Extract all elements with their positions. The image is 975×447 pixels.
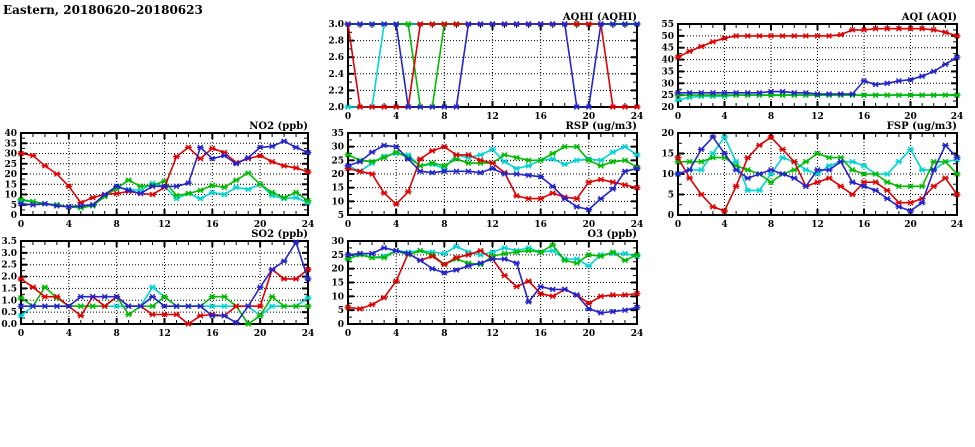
y-tick-label: 15 [331, 183, 344, 194]
x-tick-label: 8 [441, 112, 448, 122]
chart-no2-canvas [0, 117, 322, 233]
x-tick-label: 0 [674, 112, 682, 122]
y-tick-label: 5 [667, 190, 674, 201]
x-tick-label: 20 [582, 112, 596, 122]
x-tick-label: 12 [158, 220, 171, 230]
y-tick-label: 2.0 [1, 272, 17, 283]
y-tick-label: 10 [331, 292, 344, 303]
chart-aqhi-canvas [303, 8, 651, 125]
x-tick-label: 12 [158, 329, 171, 339]
y-tick-label: 3.0 [328, 20, 344, 30]
x-tick-label: 0 [674, 220, 682, 230]
y-tick-label: 10 [331, 197, 344, 208]
x-tick-label: 4 [65, 220, 72, 230]
x-tick-label: 8 [113, 329, 120, 339]
y-tick-label: 0 [337, 320, 344, 330]
x-tick-label: 0 [344, 112, 352, 122]
x-tick-label: 24 [950, 220, 964, 230]
y-tick-label: 25 [4, 159, 17, 170]
y-tick-label: 20 [331, 170, 344, 180]
x-tick-label: 24 [630, 112, 644, 122]
y-tick-label: 25 [331, 156, 344, 167]
x-tick-label: 24 [630, 329, 644, 339]
y-tick-label: 2.5 [1, 260, 17, 271]
chart-o3 [303, 225, 651, 342]
y-tick-label: 15 [661, 149, 674, 160]
x-tick-label: 12 [811, 220, 824, 230]
x-tick-label: 20 [904, 112, 917, 122]
chart-so2 [0, 225, 322, 342]
x-tick-label: 8 [441, 220, 448, 230]
x-tick-label: 8 [441, 329, 448, 339]
chart-fsp [630, 117, 971, 233]
chart-title: SO2 (ppb) [251, 229, 308, 240]
y-tick-label: 2.4 [328, 69, 344, 80]
x-tick-label: 24 [301, 220, 315, 230]
y-tick-label: 2.6 [328, 53, 344, 64]
x-tick-label: 16 [857, 220, 871, 230]
y-tick-label: 1.5 [1, 284, 17, 295]
x-tick-label: 12 [486, 112, 499, 122]
x-tick-label: 4 [721, 112, 728, 122]
y-tick-label: 35 [661, 67, 674, 78]
y-tick-label: 10 [661, 170, 674, 180]
y-tick-label: 35 [4, 139, 17, 150]
x-tick-label: 20 [904, 220, 917, 230]
y-tick-label: 1.0 [1, 296, 17, 307]
x-tick-label: 16 [534, 220, 547, 230]
gridlines [21, 133, 308, 215]
chart-aqi-canvas [630, 8, 971, 125]
y-tick-label: 20 [331, 264, 344, 275]
chart-rsp-canvas [303, 117, 651, 233]
y-tick-label: 55 [661, 20, 674, 30]
gridlines [348, 24, 637, 107]
y-tick-label: 20 [661, 129, 674, 139]
y-tick-label: 30 [331, 142, 344, 153]
x-tick-label: 20 [253, 220, 267, 230]
y-tick-label: 5 [337, 306, 344, 317]
y-tick-label: 15 [331, 278, 344, 289]
page-title: Eastern, 20180620–20180623 [3, 3, 203, 17]
x-tick-label: 4 [721, 220, 728, 230]
chart-o3-canvas [303, 225, 651, 342]
chart-title: FSP (ug/m3) [886, 121, 957, 132]
x-tick-label: 24 [301, 329, 315, 339]
chart-no2 [0, 117, 322, 233]
chart-rsp [303, 117, 651, 233]
x-tick-label: 12 [486, 220, 499, 230]
chart-title: NO2 (ppb) [249, 121, 308, 132]
y-tick-label: 45 [661, 43, 674, 54]
y-tick-label: 0 [10, 211, 17, 221]
chart-aqi [630, 8, 971, 125]
x-tick-label: 4 [393, 112, 400, 122]
gridlines [348, 133, 637, 215]
x-tick-label: 16 [534, 329, 547, 339]
chart-title: AQHI (AQHI) [562, 12, 637, 23]
y-tick-label: 25 [331, 250, 344, 261]
chart-so2-canvas [0, 225, 322, 342]
y-tick-label: 0 [667, 211, 674, 221]
y-tick-label: 30 [4, 149, 17, 160]
x-tick-label: 24 [950, 112, 964, 122]
x-tick-label: 16 [206, 329, 219, 339]
chart-title: AQI (AQI) [901, 12, 957, 23]
y-tick-label: 30 [661, 79, 674, 90]
x-tick-label: 20 [253, 329, 267, 339]
y-tick-label: 2.0 [328, 103, 344, 113]
y-tick-label: 5 [337, 211, 344, 221]
y-tick-label: 35 [331, 129, 344, 139]
x-tick-label: 20 [582, 329, 596, 339]
chart-aqhi [303, 8, 651, 125]
y-tick-label: 2.2 [328, 86, 344, 97]
x-tick-label: 4 [65, 329, 72, 339]
chart-title: O3 (ppb) [587, 229, 637, 240]
x-tick-label: 12 [811, 112, 824, 122]
y-tick-label: 40 [661, 55, 674, 66]
x-tick-label: 8 [113, 220, 120, 230]
x-tick-label: 16 [206, 220, 219, 230]
x-tick-label: 0 [17, 329, 25, 339]
y-tick-label: 5 [10, 200, 17, 211]
y-tick-label: 15 [4, 180, 17, 191]
x-tick-label: 16 [857, 112, 871, 122]
x-tick-label: 0 [17, 220, 25, 230]
y-tick-label: 3.5 [1, 237, 17, 247]
x-tick-label: 8 [767, 112, 775, 122]
y-tick-label: 3.0 [1, 248, 17, 259]
x-tick-label: 16 [534, 112, 547, 122]
y-tick-label: 2.8 [328, 36, 344, 47]
y-tick-label: 40 [4, 129, 17, 139]
y-tick-label: 25 [661, 91, 674, 102]
chart-title: RSP (ug/m3) [565, 121, 637, 132]
y-tick-label: 20 [661, 103, 674, 113]
y-tick-label: 10 [4, 190, 17, 201]
x-tick-label: 0 [344, 220, 352, 230]
y-tick-label: 0.0 [1, 320, 17, 330]
x-tick-label: 20 [582, 220, 596, 230]
y-tick-label: 0.5 [1, 308, 17, 319]
y-tick-label: 30 [331, 237, 344, 247]
x-tick-label: 8 [767, 220, 775, 230]
x-tick-label: 4 [393, 220, 400, 230]
y-tick-label: 20 [4, 170, 17, 180]
chart-fsp-canvas [630, 117, 971, 233]
x-tick-label: 24 [630, 220, 644, 230]
y-tick-label: 50 [661, 31, 674, 42]
x-tick-label: 12 [486, 329, 499, 339]
x-tick-label: 0 [344, 329, 352, 339]
x-tick-label: 4 [393, 329, 400, 339]
